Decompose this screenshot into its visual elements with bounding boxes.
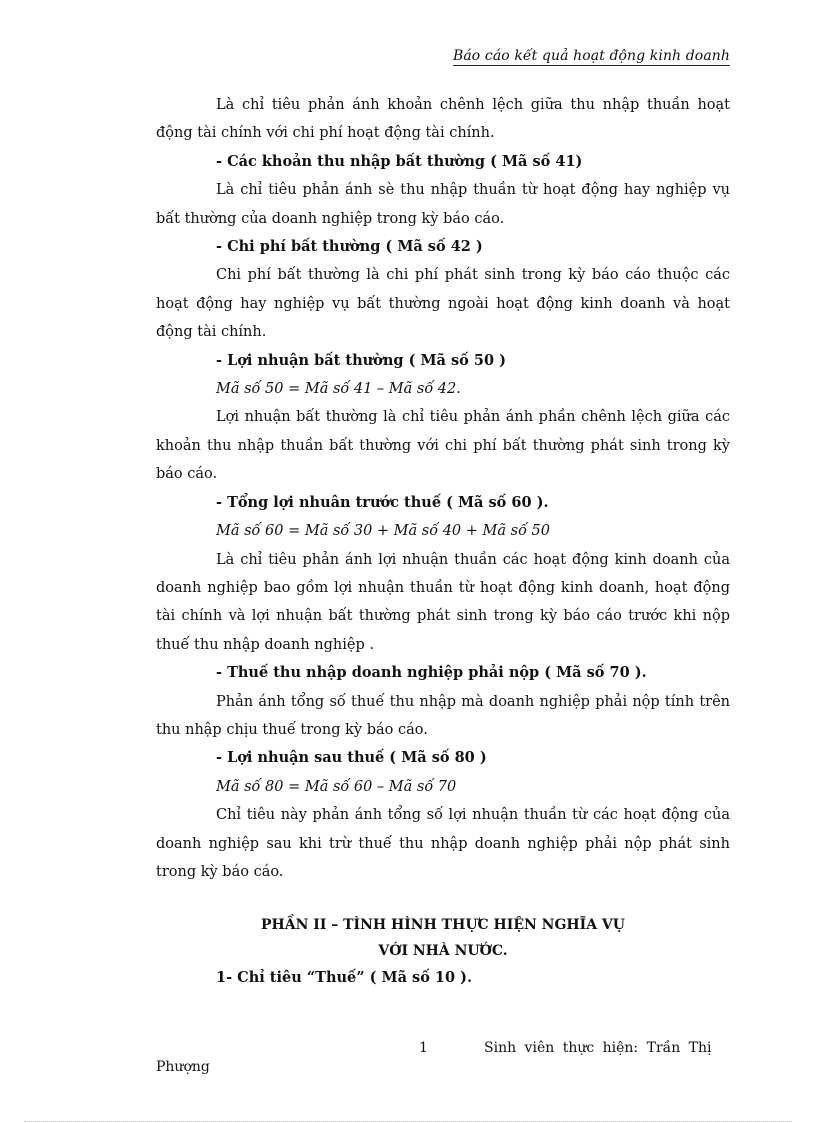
item-heading: - Tổng lợi nhuân trước thuế ( Mã số 60 ).	[216, 493, 549, 511]
formula: Mã số 60 = Mã số 30 + Mã số 40 + Mã số 50	[216, 523, 550, 540]
footer-author-continued: Phượng	[156, 1059, 210, 1075]
paragraph: Là chỉ tiêu phản ánh sè thu nhập thuần từ hoạt động hay nghiệp vụ bất thường của doanh nghiệp trong kỳ báo cáo.	[156, 182, 730, 227]
paragraph: Chi phí bất thường là chi phí phát sinh trong kỳ báo cáo thuộc các hoạt động hay nghiệp vụ bất thường ngoài hoạt động kinh doanh và hoạt động tài chính.	[156, 267, 730, 341]
paragraph: Là chỉ tiêu phản ánh lợi nhuận thuần các hoạt động kinh doanh của doanh nghiệp bao gồm lợi nhuận thuần từ hoạt động kinh doanh, hoạt động tài chính và lợi nhuận bất thường phát sinh trong kỳ báo cáo trước khi nộp thuế thu nhập doanh nghiệp .	[156, 551, 730, 653]
item-heading: - Chi phí bất thường ( Mã số 42 )	[216, 238, 483, 256]
formula: Mã số 80 = Mã số 60 – Mã số 70	[216, 778, 457, 795]
page-edge-divider	[24, 1121, 792, 1122]
paragraph: Lợi nhuận bất thường là chỉ tiêu phản ánh phần chênh lệch giữa các khoản thu nhập thuần bất thường với chi phí bất thường phát sinh trong kỳ báo cáo.	[156, 409, 730, 483]
item-heading: - Các khoản thu nhập bất thường ( Mã số 41)	[216, 152, 583, 170]
item-heading: - Lợi nhuận bất thường ( Mã số 50 )	[216, 351, 506, 369]
running-header: Báo cáo kết quả hoạt động kinh doanh	[452, 48, 730, 64]
item-heading: - Thuế thu nhập doanh nghiệp phải nộp ( Mã số 70 ).	[216, 664, 647, 682]
formula: Mã số 50 = Mã số 41 – Mã số 42.	[216, 381, 461, 398]
section-title-line: VỚI NHÀ NƯỚC.	[378, 943, 508, 960]
paragraph: Chỉ tiêu này phản ánh tổng số lợi nhuận thuần từ các hoạt động của doanh nghiệp sau khi trừ thuế thu nhập doanh nghiệp phải nộp phát sinh trong kỳ báo cáo.	[156, 807, 730, 880]
page-number: 1	[419, 1040, 428, 1056]
sub-heading: 1- Chỉ tiêu “Thuế” ( Mã số 10 ).	[216, 969, 473, 987]
footer-author: Sinh viên thực hiện: Trần Thị	[484, 1040, 712, 1056]
paragraph: Phản ánh tổng số thuế thu nhập mà doanh nghiệp phải nộp tính trên thu nhập chịu thuế trong kỳ báo cáo.	[156, 693, 730, 738]
body-text	[156, 91, 730, 993]
paragraph: Là chỉ tiêu phản ánh khoản chênh lệch giữa thu nhập thuần hoạt động tài chính với chi phí hoạt động tài chính.	[156, 97, 730, 142]
item-heading: - Lợi nhuận sau thuế ( Mã số 80 )	[216, 749, 487, 767]
section-title-line: PHẦN II – TÌNH HÌNH THỰC HIỆN NGHĨA VỤ	[261, 917, 625, 934]
section-title	[156, 912, 730, 964]
